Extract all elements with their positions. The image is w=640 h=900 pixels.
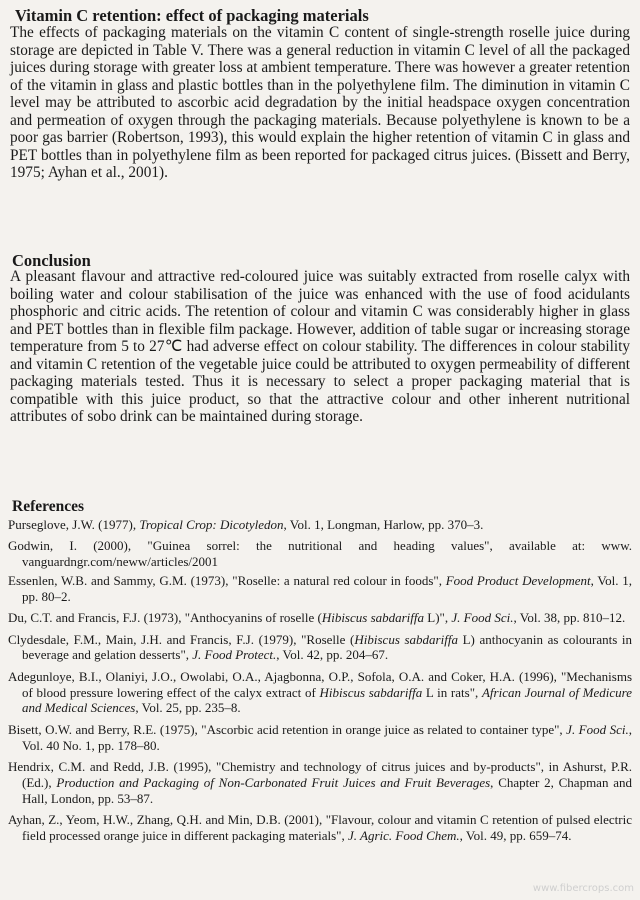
watermark: www.fibercrops.com <box>532 883 634 894</box>
reference-item: Hendrix, C.M. and Redd, J.B. (1995), "Chemistry and technology of citrus juices and by-products", in Ashurst, P.R. (Ed.), Production and Packaging of Non-Carbonated Fruit Juices and Fruit Beverages, Chapter 2, Chapman and Hall, London, pp. 53–87. <box>8 758 632 806</box>
section-heading-vitamin-c: Vitamin C retention: effect of packaging materials <box>15 6 369 25</box>
paragraph-vitamin-c: The effects of packaging materials on the vitamin C content of single-strength roselle juice during storage are depicted in Table V. There was a general reduction in vitamin C level of all the packaged juices during storage with greater loss at ambient temperature. There was however a greater retention of the vitamin in glass and plastic bottles than in the polyethylene film. The diminution in vitamin C level may be attributed to ascorbic acid degradation by the initial headspace oxygen concentration and permeation of oxygen through the packaging materials. Because polyethylene is known to be a poor gas barrier (Robertson, 1993), this would explain the higher retention of vitamin C in glass and PET bottles than in polyethylene film as been reported for packaged citrus juices. (Bissett and Berry, 1975; Ayhan et al., 2001). <box>10 24 630 181</box>
reference-item: Du, C.T. and Francis, F.J. (1973), "Anthocyanins of roselle (Hibiscus sabdariffa L)", J. Food Sci., Vol. 38, pp. 810–12. <box>8 610 626 626</box>
paragraph-conclusion: A pleasant flavour and attractive red-coloured juice was suitably extracted from roselle calyx with boiling water and colour stabilisation of the juice was enhanced with the use of food acidulants phosphoric and citric acids. The retention of colour and vitamin C was considerably higher in glass and PET bottles than in flexible film package. However, addition of table sugar or increasing storage temperature from 5 to 27℃ had adverse effect on colour stability. The differences in colour stability and vitamin C retention of the vegetable juice could be attributed to oxygen permeability of different packaging materials tested. Thus it is necessary to select a proper packaging material that is compatible with this juice product, so that the attractive colour and other inherent nutritional attributes of sobo drink can be maintained during storage. <box>10 268 630 425</box>
section-heading-conclusion: Conclusion <box>12 251 91 270</box>
reference-item: Adegunloye, B.I., Olaniyi, J.O., Owolabi, O.A., Ajagbonna, O.P., Sofola, O.A. and Coker, H.A. (1996), "Mechanisms of blood pressure lowering effect of the calyx extract of Hibiscus sabdariffa L in rats", African Journal of Medicure and Medical Sciences, Vol. 25, pp. 235–8. <box>8 668 632 716</box>
reference-item: Purseglove, J.W. (1977), Tropical Crop: Dicotyledon, Vol. 1, Longman, Harlow, pp. 370–3. <box>8 517 484 532</box>
reference-item: Essenlen, W.B. and Sammy, G.M. (1973), "Roselle: a natural red colour in foods", Food Product Development, Vol. 1, pp. 80–2. <box>8 572 633 604</box>
reference-item: Godwin, I. (2000), "Guinea sorrel: the nutritional and heading values", available at: www. vanguardngr.com/neww/articles/2001 <box>8 538 632 570</box>
reference-list <box>8 517 632 849</box>
section-heading-references: References <box>12 498 85 515</box>
reference-item: Ayhan, Z., Yeom, H.W., Zhang, Q.H. and Min, D.B. (2001), "Flavour, colour and vitamin C retention of pulsed electric field processed orange juice in different packaging materials", J. Agric. Food Chem., Vol. 49, pp. 659–74. <box>8 811 632 843</box>
reference-item: Bisett, O.W. and Berry, R.E. (1975), "Ascorbic acid retention in orange juice as related to container type", J. Food Sci., Vol. 40 No. 1, pp. 178–80. <box>8 721 633 753</box>
reference-item: Clydesdale, F.M., Main, J.H. and Francis, F.J. (1979), "Roselle (Hibiscus sabdariffa L) anthocyanin as colourants in beverage and gelation desserts", J. Food Protect., Vol. 42, pp. 204–67. <box>8 631 632 663</box>
